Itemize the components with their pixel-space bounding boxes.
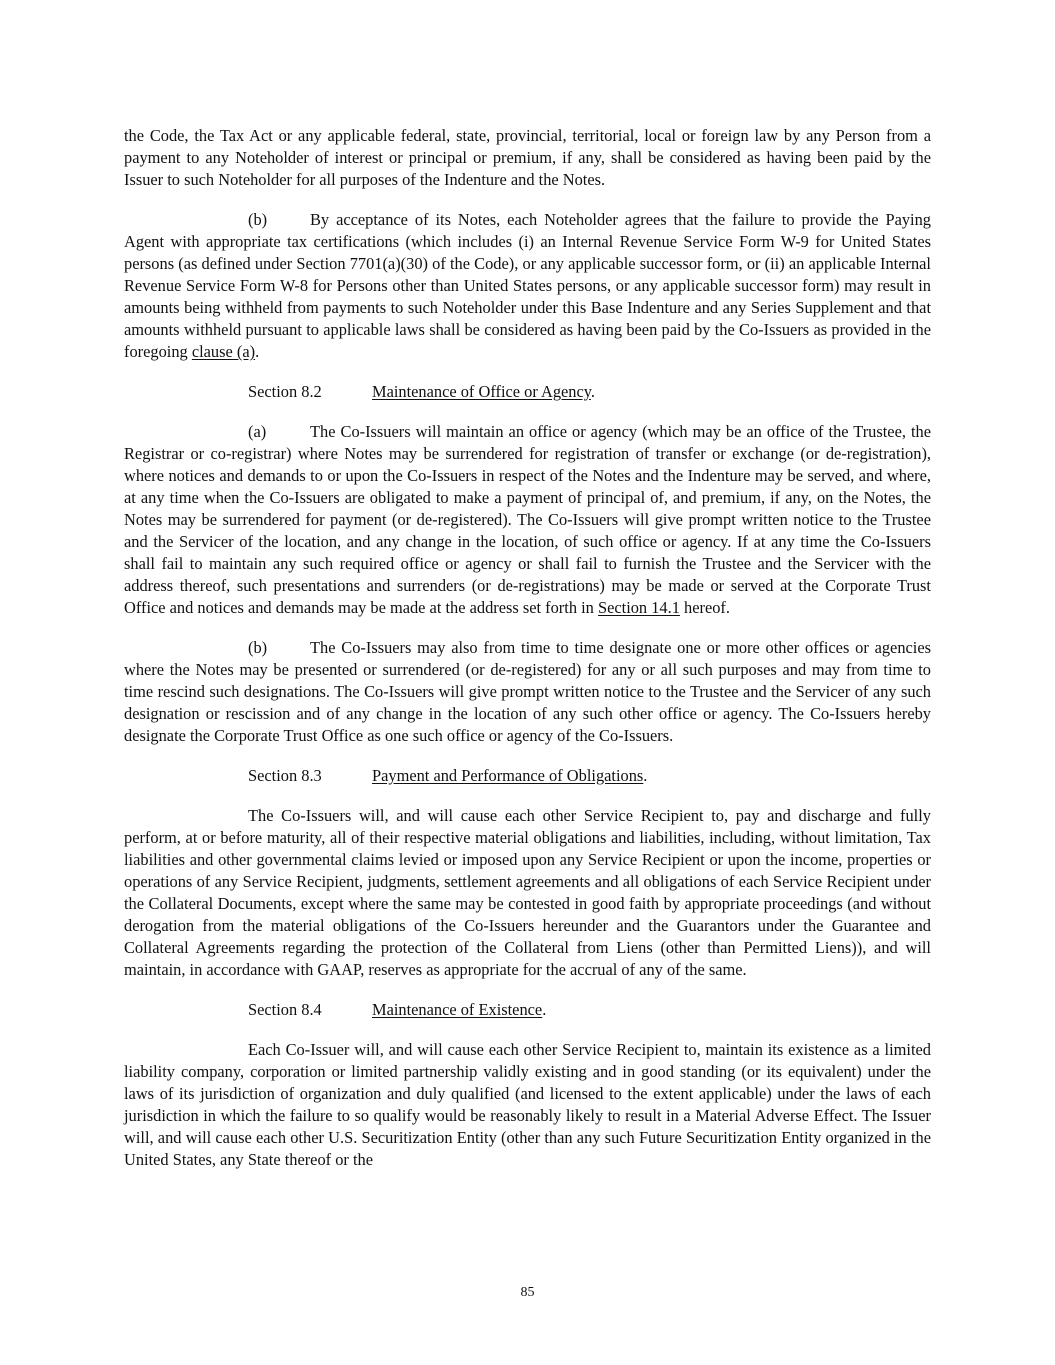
section-number: Section 8.3 bbox=[248, 766, 322, 785]
section-14-1-reference: Section 14.1 bbox=[597, 598, 680, 617]
paragraph-8-1-b: (b) By acceptance of its Notes, each Noteholder agrees that the failure to provide the Paying Agent with appropriate tax certifications (which includes (i) an Internal Revenue Service Form W-9 for United States persons (as defined under Section 7701(a)(30) of the Code), or any applicable successor form, or (ii) an applicable Internal Revenue Service Form W-8 for Persons other than United States persons, or any applicable successor form) may result in amounts being withheld from payments to such Noteholder under this Base Indenture and any Series Supplement and that amounts withheld pursuant to applicable laws shall be considered as having been paid by the Co-Issuers as provided in the foregoing clause (a). bbox=[124, 210, 931, 361]
section-number: Section 8.4 bbox=[248, 1000, 322, 1019]
section-title: Maintenance of Office or Agency bbox=[372, 382, 591, 401]
paragraph-8-2-a: (a) The Co-Issuers will maintain an office or agency (which may be an office of the Trustee, the Registrar or co-registrar) where Notes may be surrendered for registration of transfer or exchange (or de-registration), where notices and demands to or upon the Co-Issuers in respect of the Notes and the Indenture may be served, and where, at any time when the Co-Issuers are obligated to make a payment of principal of, and premium, if any, on the Notes, the Notes may be surrendered for payment (or de-registered). The Co-Issuers will give prompt written notice to the Trustee and the Servicer of the location, and any change in the location, of such office or agency. If at any time the Co-Issuers shall fail to maintain any such required office or agency or shall fail to furnish the Trustee and the Servicer with the address thereof, such presentations and surrenders (or de-registrations) may be made or served at the Corporate Trust Office and notices and demands may be made at the address set forth in Section 14.1 hereof. bbox=[124, 422, 931, 617]
section-8-3-heading: Section 8.3 Payment and Performance of Obligations. bbox=[248, 766, 648, 785]
page-number: 85 bbox=[520, 1285, 535, 1300]
clause-text: The Co-Issuers will maintain an office or agency (which may be an office of the Trustee, the Registrar or co-registrar) where Notes may be surrendered for registration of transfer or exchange (or de-registration), where notices and demands to or upon the Co-Issuers in respect of the Notes and the Indenture may be served, and where, at any time when the Co-Issuers are obligated to make a payment of principal of, and premium, if any, on the Notes, the Notes may be surrendered for payment (or de-registered). The Co-Issuers will give prompt written notice to the Trustee and the Servicer of the location, and any change in the location, of such office or agency. If at any time the Co-Issuers shall fail to maintain any such required office or agency or shall fail to furnish the Trustee and the Servicer with the address thereof, such presentations and surrenders (or de-registrations) may be made or served at the Corporate Trust Office and notices and demands may be made at the address set forth in bbox=[124, 422, 931, 617]
section-title: Maintenance of Existence bbox=[372, 1000, 543, 1019]
clause-text: By acceptance of its Notes, each Noteholder agrees that the failure to provide the Paying Agent with appropriate tax certifications (which includes (i) an Internal Revenue Service Form W-9 for United States persons (as defined under Section 7701(a)(30) of the Code), or any applicable successor form, or (ii) an applicable Internal Revenue Service Form W-8 for Persons other than United States persons, or any applicable successor form) may result in amounts being withheld from payments to such Noteholder under this Base Indenture and any Series Supplement and that amounts withheld pursuant to applicable laws shall be considered as having been paid by the Co-Issuers as provided in the foregoing bbox=[124, 210, 931, 361]
section-title: Payment and Performance of Obligations bbox=[372, 766, 644, 785]
paragraph-8-2-b bbox=[124, 637, 931, 747]
paragraph-intro: the Code, the Tax Act or any applicable federal, state, provincial, territorial, local or foreign law by any Person from a payment to any Noteholder of interest or principal or premium, if any, shall be considered as having been paid by the Issuer to such Noteholder for all purposes of the Indenture and the Notes. bbox=[124, 126, 931, 189]
paragraph-8-3: The Co-Issuers will, and will cause each other Service Recipient to, pay and discharge and fully perform, at or before maturity, all of their respective material obligations and liabilities, including, without limitation, Tax liabilities and other governmental claims levied or imposed upon any Service Recipient or upon the income, properties or operations of any Service Recipient, judgments, settlement agreements and all obligations of each Service Recipient under the Collateral Documents, except where the same may be contested in good faith by appropriate proceedings (and without derogation from the material obligations of the Co-Issuers hereunder and the Guarantors under the Guarantee and Collateral Agreements regarding the protection of the Collateral from Liens (other than Permitted Liens)), and will maintain, in accordance with GAAP, reserves as appropriate for the accrual of any of the same. bbox=[124, 806, 931, 979]
section-8-2-heading: Section 8.2 Maintenance of Office or Agency. bbox=[248, 382, 596, 401]
clause-marker: (b) bbox=[248, 210, 268, 229]
section-number: Section 8.2 bbox=[248, 382, 322, 401]
document-page bbox=[124, 125, 931, 1189]
clause-a-reference: clause (a) bbox=[191, 342, 256, 361]
section-8-4-heading: Section 8.4 Maintenance of Existence. bbox=[248, 1000, 547, 1019]
clause-text: The Co-Issuers may also from time to time designate one or more other offices or agencies where the Notes may be presented or surrendered (or de-registered) for any or all such purposes and may from time to time rescind such designations. The Co-Issuers will give prompt written notice to the Trustee and the Servicer of any such designation or rescission and of any change in the location of any such other office or agency. The Co-Issuers hereby designate the Corporate Trust Office as one such office or agency of the Co-Issuers. bbox=[124, 638, 931, 745]
clause-marker: (b) bbox=[248, 638, 268, 657]
clause-marker: (a) bbox=[248, 422, 267, 441]
paragraph-8-4: Each Co-Issuer will, and will cause each other Service Recipient to, maintain its existence as a limited liability company, corporation or limited partnership validly existing and in good standing (or its equivalent) under the laws of its jurisdiction of organization and duly qualified (and licensed to the extent applicable) under the laws of each jurisdiction in which the failure to so qualify would be reasonably likely to result in a Material Adverse Effect. The Issuer will, and will cause each other U.S. Securitization Entity (other than any such Future Securitization Entity organized in the United States, any State thereof or the bbox=[124, 1040, 931, 1169]
